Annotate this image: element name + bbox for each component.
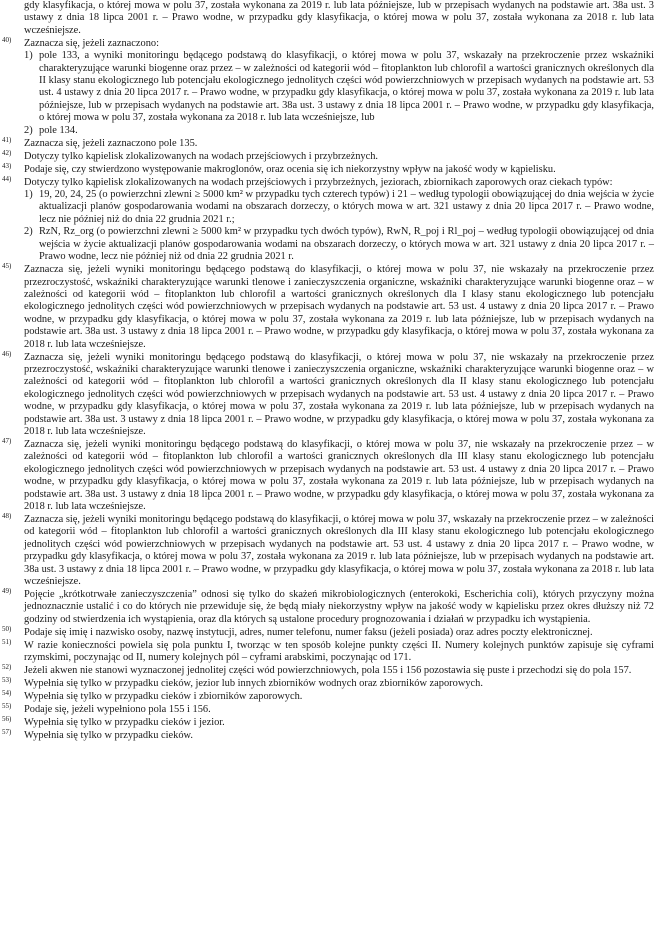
footnote-50 — [2, 624, 654, 639]
footnote-56 — [2, 715, 654, 729]
footnote-number: 48) — [2, 512, 12, 520]
footnote-body — [24, 730, 654, 742]
footnote-number: 45) — [2, 262, 12, 271]
subitem-text: pole 134. — [39, 124, 78, 136]
footnote-number: 47) — [2, 436, 12, 445]
footnote-55 — [2, 702, 654, 716]
footnote-text: Zaznacza się, jeżeli wyniki monitoringu będącego podstawą do klasyfikacji, o której mowa w polu 37, nie wskazały na przekroczenie przez – w zależności od kategorii wód – fitoplankton lub chlorofil a wartości granicznych określonych dla III klasy stanu ekologicznego lub potencjału ekologicznego jednolitych części wód powierzchniowych w przepisach wydanych na podstawie art. 53 ust. 4 ustawy z dnia 20 lipca 2017 r. – Prawo wodne, w przypadku gdy klasyfikacja, o której mowa w polu 37, została wykonana za 2019 r. lub lata późniejsze, lub w przepisach wydanych na podstawie art. 38a ust. 3 ustawy z dnia 18 lipca 2001 r. – Prawo wodne, w przypadku gdy klasyfikacja, o której mowa w polu 37, została wykonana za 2018 r. lub lata wcześniejsze. — [24, 438, 654, 512]
footnote-subitem — [24, 226, 654, 263]
footnote-49 — [2, 587, 654, 626]
footnote-number: 53) — [2, 676, 12, 685]
footnote-48 — [2, 512, 654, 588]
footnote-number: 50) — [2, 624, 12, 633]
subitem-label: 2) — [24, 226, 33, 238]
footnote-body — [24, 627, 654, 639]
subitem-text: RzN, Rz_org (o powierzchni zlewni ≥ 5000 km² w przypadku tych dwóch typów), RwN, R_poj i Rl_poj – według typologii obowiązującej od dnia wejścia w życie aktualizacji planów gospodarowania wodami na obszarach dorzeczy, o których mowa w art. 321 ustawy z dnia 20 lipca 2017 r. – Prawo wodne, lecz nie później niż od dnia 22 grudnia 2021 r. — [39, 226, 654, 263]
footnote-number: 54) — [2, 689, 12, 698]
footnote-text: Dotyczy tylko kąpielisk zlokalizowanych na wodach przejściowych i przybrzeżnych. — [24, 150, 379, 162]
footnote-number: 46) — [2, 349, 12, 358]
footnote-number: 40) — [2, 35, 12, 44]
footnote-number: 44) — [2, 174, 12, 183]
footnote-subitem — [24, 189, 654, 226]
footnote-number: 56) — [2, 715, 12, 724]
footnote-continuation — [24, 0, 654, 37]
footnote-40 — [2, 35, 654, 137]
footnote-43 — [2, 161, 654, 176]
footnote-44 — [2, 174, 654, 264]
footnote-list — [2, 35, 654, 743]
footnote-53 — [2, 676, 654, 690]
footnote-body — [24, 151, 654, 163]
footnote-body — [24, 164, 654, 176]
footnote-text: Wypełnia się tylko w przypadku cieków, jezior lub innych zbiorników wodnych oraz zbiorników zaporowych. — [24, 678, 483, 690]
footnote-54 — [2, 689, 654, 703]
footnote-number: 57) — [2, 728, 12, 737]
footnote-body — [24, 717, 654, 729]
footnote-number: 51) — [2, 637, 12, 646]
subitem-label: 1) — [24, 50, 33, 62]
footnote-46 — [2, 349, 654, 439]
footnote-text: Wypełnia się tylko w przypadku cieków i jezior. — [24, 717, 225, 729]
footnote-body — [24, 665, 654, 677]
footnote-number: 43) — [2, 161, 12, 170]
footnote-number: 49) — [2, 587, 12, 596]
footnote-subitem — [24, 50, 654, 124]
footnote-body — [24, 514, 654, 588]
footnote-text: Pojęcie „krótkotrwałe zanieczyszczenia” odnosi się tylko do skażeń mikrobiologicznych (enterokoki, Escherichia coli), których przyczyny można jednoznacznie ustalić i co do których nie przewiduje się, że będą miały niekorzystny wpływ na jakość wody w kąpielisku przez okres dłuższy niż 72 godziny od stwierdzenia ich wystąpienia, oraz dla których są ustalone procedury prognozowania i działań w przypadku ich wystąpienia. — [24, 589, 654, 625]
footnote-body — [24, 177, 654, 264]
footnote-body — [24, 439, 654, 513]
footnote-body — [24, 138, 654, 150]
subitem-text: 19, 20, 24, 25 (o powierzchni zlewni ≥ 5000 km² w przypadku tych czterech typów) i 21 – według typologii obowiązującej do dnia wejścia w życie aktualizacji planów gospodarowania wodami na obszarach dorzeczy, o których mowa w art. 321 ustawy z dnia 20 lipca 2017 r. – Prawo wodne, lecz nie później niż do dnia 22 grudnia 2021 r.; — [39, 189, 654, 225]
footnote-text: W razie konieczności powiela się pola punktu I, tworząc w ten sposób kolejne punkty części II. Numery kolejnych punktów zapisuje się cyframi rzymskimi, poczynając od II, numery kolejnych pól – cyframi arabskimi, poczynając od 171. — [24, 639, 654, 664]
footnote-number: 52) — [2, 663, 12, 672]
subitem-text: pole 133, a wyniki monitoringu będącego podstawą do klasyfikacji, o której mowa w polu 37, wskazały na przekroczenie przez wskaźniki charakteryzujące warunki biogenne oraz przez – w zależności od kategorii wód – fitoplankton lub chlorofil a wartości granicznych określonych dla II klasy stanu ekologicznego lub potencjału ekologicznego jednolitych części wód powierzchniowych w przepisach wydanych na podstawie art. 53 ust. 4 ustawy z dnia 20 lipca 2017 r. – Prawo wodne, w przypadku gdy klasyfikacja, o której mowa w polu 37, została wykonana za 2019 r. lub lata późniejsze, lub w przepisach wydanych na podstawie art. 38a ust. 3 ustawy z dnia 18 lipca 2001 r. – Prawo wodne, w przypadku gdy klasyfikacja, o której mowa w polu 37, została wykonana za 2018 r. lub lata wcześniejsze, lub — [39, 50, 654, 124]
footnote-lead: Dotyczy tylko kąpielisk zlokalizowanych na wodach przejściowych i przybrzeżnych, jeziorach, zbiornikach zaporowych oraz ciekach typów: — [24, 176, 613, 188]
footnote-body — [24, 704, 654, 716]
footnote-41 — [2, 135, 654, 150]
footnote-number: 55) — [2, 702, 12, 711]
footnote-body — [24, 38, 654, 137]
footnote-51 — [2, 637, 654, 665]
footnote-text: Wypełnia się tylko w przypadku cieków. — [24, 730, 193, 742]
footnote-lead: Zaznacza się, jeżeli zaznaczono: — [24, 37, 159, 49]
footnote-47 — [2, 436, 654, 513]
subitem-label: 1) — [24, 189, 33, 201]
footnote-57 — [2, 728, 654, 742]
footnote-text: Jeżeli akwen nie stanowi wyznaczonej jednolitej części wód powierzchniowych, pola 155 i 156 pozostawia się puste i przechodzi się do pola 157. — [24, 665, 632, 677]
footnote-body — [24, 264, 654, 351]
subitem-label: 2) — [24, 124, 33, 136]
footnote-body — [24, 640, 654, 665]
footnote-body — [24, 678, 654, 690]
footnote-text: Zaznacza się, jeżeli wyniki monitoringu będącego podstawą do klasyfikacji, o której mowa w polu 37, wskazały na przekroczenie przez – w zależności od kategorii wód – fitoplankton lub chlorofil a wartości granicznych określonych dla III klasy stanu ekologicznego lub potencjału ekologicznego jednolitych części wód powierzchniowych w przepisach wydanych na podstawie art. 53 ust. 4 ustawy z dnia 20 lipca 2017 r. – Prawo wodne, w przypadku gdy klasyfikacja, o której mowa w polu 37, została wykonana za 2019 r. lub lata późniejsze, lub w przepisach wydanych na podstawie art. 38a ust. 3 ustawy z dnia 18 lipca 2001 r. – Prawo wodne, w przypadku gdy klasyfikacja, o której mowa w polu 37, została wykonana za 2018 r. lub lata wcześniejsze. — [24, 514, 654, 588]
footnote-body — [24, 691, 654, 703]
footnote-number: 42) — [2, 148, 12, 157]
footnote-body — [24, 352, 654, 439]
footnote-body — [24, 589, 654, 626]
footnote-text: Wypełnia się tylko w przypadku cieków i zbiorników zaporowych. — [24, 691, 303, 703]
continuation-text: gdy klasyfikacja, o której mowa w polu 37, została wykonana za 2019 r. lub lata późniejsze, lub w przepisach wydanych na podstawie art. 38a ust. 3 ustawy z dnia 18 lipca 2001 r. – Prawo wodne, w przypadku gdy klasyfikacja, o której mowa w polu 37, została wykonana za 2018 r. lub lata wcześniejsze. — [24, 0, 654, 36]
footnote-52 — [2, 663, 654, 677]
footnote-text: Podaje się, jeżeli wypełniono pola 155 i 156. — [24, 704, 211, 716]
footnote-text: Zaznacza się, jeżeli wyniki monitoringu będącego podstawą do klasyfikacji, o której mowa w polu 37, nie wskazały na przekroczenie przez przezroczystość, wskaźniki charakteryzujące warunki tlenowe i zanieczyszczenia organiczne, wskaźniki charakteryzujące warunki biogenne oraz – w zależności od kategorii wód – fitoplankton lub chlorofil a wartości granicznych określonych dla II klasy stanu ekologicznego lub potencjału ekologicznego jednolitych części wód powierzchniowych w przepisach wydanych na podstawie art. 53 ust. 4 ustawy z dnia 20 lipca 2017 r. – Prawo wodne, w przypadku gdy klasyfikacja, o której mowa w polu 37, została wykonana za 2019 r. lub lata późniejsze, lub w przepisach wydanych na podstawie art. 38a ust. 3 ustawy z dnia 18 lipca 2001 r. – Prawo wodne, w przypadku gdy klasyfikacja, o której mowa w polu 37, została wykonana za 2018 r. lub lata wcześniejsze. — [24, 351, 654, 437]
footnote-subitem — [24, 125, 654, 137]
footnote-text: Zaznacza się, jeżeli wyniki monitoringu będącego podstawą do klasyfikacji, o której mowa w polu 37, nie wskazały na przekroczenie przez przezroczystość, wskaźniki charakteryzujące warunki tlenowe i zanieczyszczenia organiczne, wskaźniki charakteryzujące warunki biogenne oraz – w zależności od kategorii wód – fitoplankton lub chlorofil a wartości granicznych określonych dla I klasy stanu ekologicznego lub potencjału ekologicznego jednolitych części wód powierzchniowych w przepisach wydanych na podstawie art. 53 ust. 4 ustawy z dnia 20 lipca 2017 r. – Prawo wodne, w przypadku gdy klasyfikacja, o której mowa w polu 37, została wykonana za 2019 r. lub lata późniejsze, lub w przepisach wydanych na podstawie art. 38a ust. 3 ustawy z dnia 18 lipca 2001 r. – Prawo wodne, w przypadku gdy klasyfikacja, o której mowa w polu 37, została wykonana za 2018 r. lub lata wcześniejsze. — [24, 264, 654, 350]
footnote-45 — [2, 262, 654, 351]
footnote-text: Zaznacza się, jeżeli zaznaczono pole 135. — [24, 137, 198, 149]
footnote-text: Podaje się imię i nazwisko osoby, nazwę instytucji, adres, numer telefonu, numer faksu (jeżeli posiada) oraz adres poczty elektronicznej. — [24, 626, 593, 638]
footnote-text: Podaje się, czy stwierdzono występowanie makroglonów, oraz ocenia się ich niekorzystny wpływ na jakość wody w kąpielisku. — [24, 163, 556, 175]
footnote-42 — [2, 148, 654, 163]
footnote-number: 41) — [2, 135, 12, 144]
